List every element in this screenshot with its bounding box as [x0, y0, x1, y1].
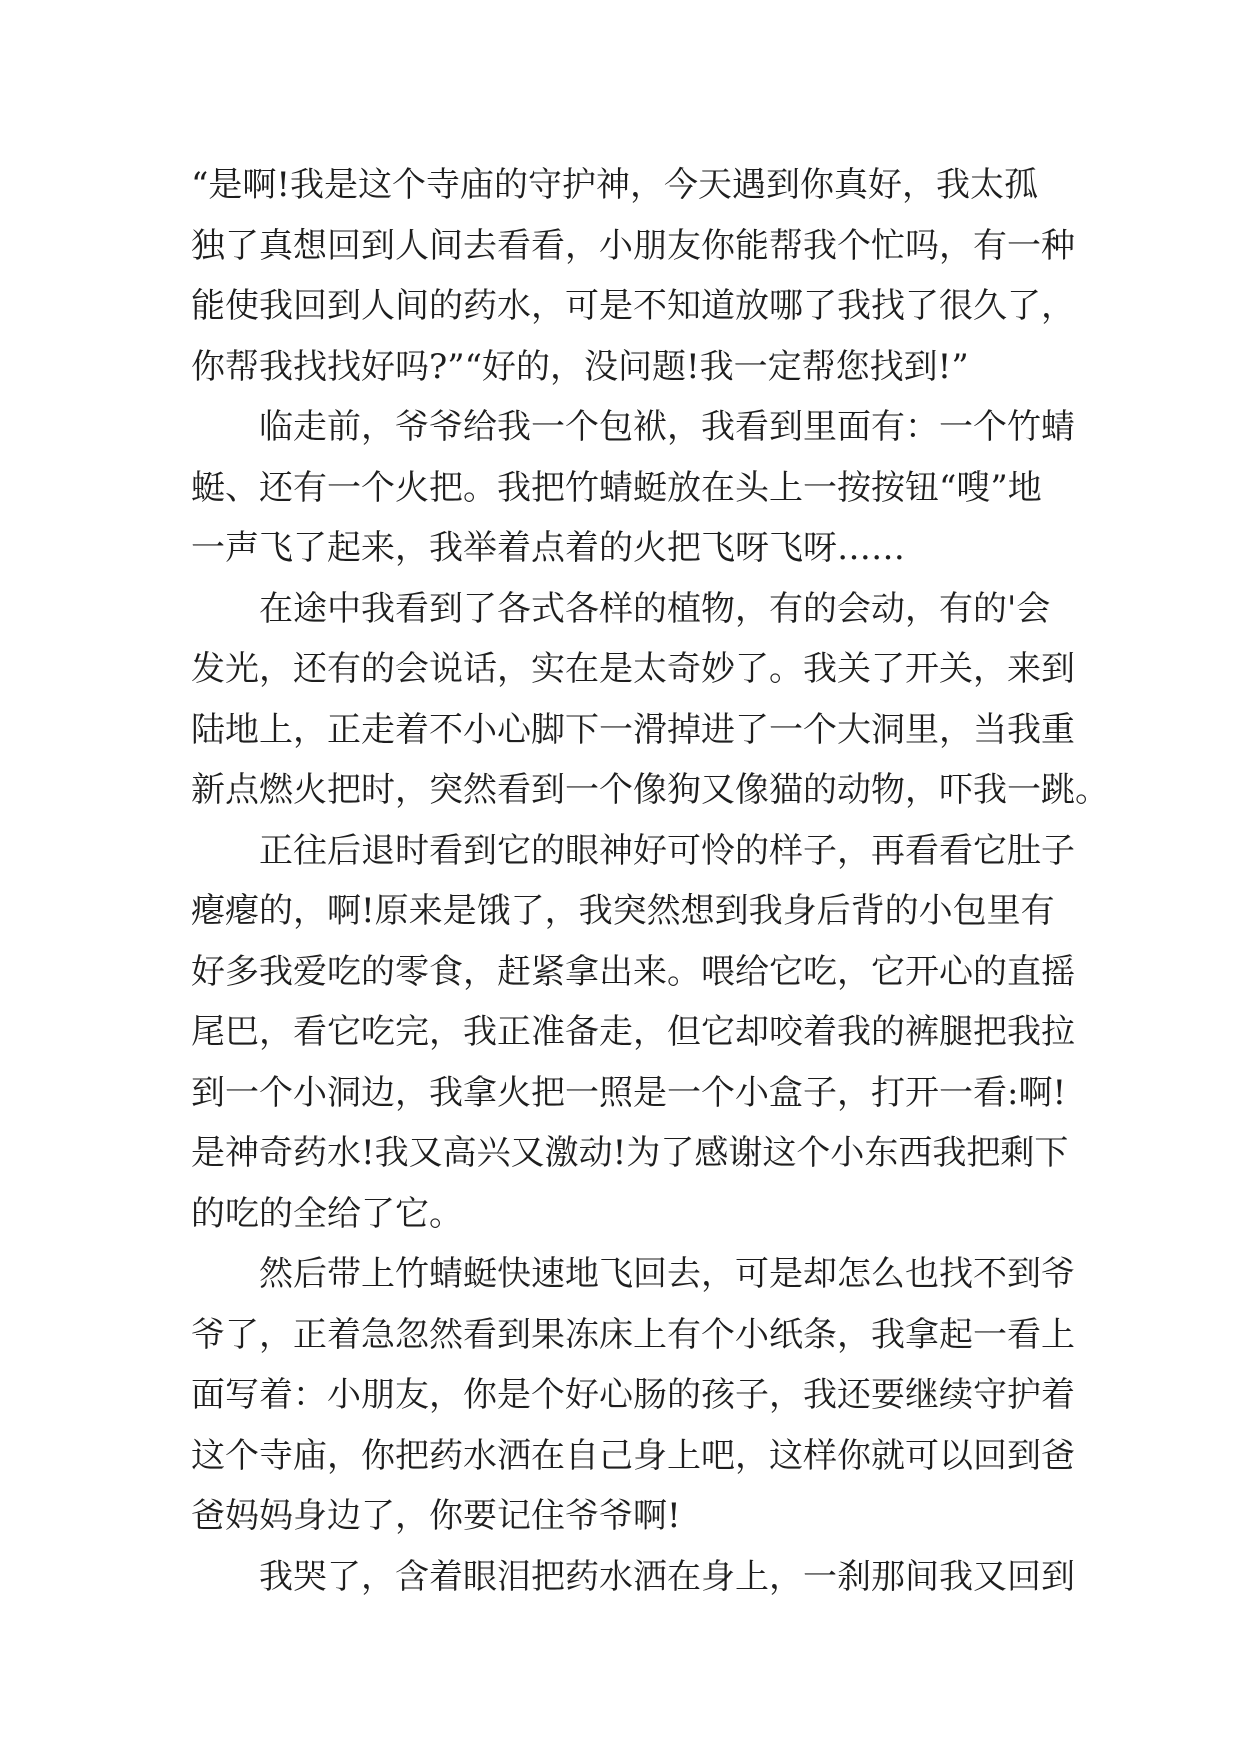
text-line: 一声飞了起来，我举着点着的火把飞呀飞呀……	[191, 528, 905, 568]
text-line: 尾巴，看它吃完，我正准备走，但它却咬着我的裤腿把我拉	[191, 1012, 1075, 1052]
text-line: 临走前，爷爷给我一个包袱，我看到里面有：一个竹蜻	[191, 407, 1075, 447]
text-line: “是啊!我是这个寺庙的守护神，今天遇到你真好，我太孤	[191, 165, 1039, 205]
text-line: 在途中我看到了各式各样的植物，有的会动，有的'会	[191, 588, 1051, 629]
text-line: 的吃的全给了它。	[191, 1193, 463, 1234]
text-line: 独了真想回到人间去看看，小朋友你能帮我个忙吗，有一种	[191, 225, 1075, 266]
text-line: 陆地上，正走着不小心脚下一滑掉进了一个大洞里，当我重	[191, 709, 1075, 750]
text-line: 能使我回到人间的药水，可是不知道放哪了我找了很久了，	[191, 286, 1075, 326]
story-text	[191, 155, 1109, 1607]
text-line: 然后带上竹蜻蜓快速地飞回去，可是却怎么也找不到爷	[191, 1254, 1075, 1294]
text-line: 这个寺庙，你把药水洒在自己身上吧，这样你就可以回到爸	[191, 1435, 1075, 1476]
text-line: 到一个小洞边，我拿火把一照是一个小盒子，打开一看:啊!	[191, 1072, 1067, 1113]
text-line: 面写着：小朋友，你是个好心肠的孩子，我还要继续守护着	[191, 1375, 1075, 1415]
text-line: 瘪瘪的，啊!原来是饿了，我突然想到我身后背的小包里有	[191, 891, 1055, 931]
text-line: 新点燃火把时，突然看到一个像狗又像猫的动物，吓我一跳。	[191, 770, 1109, 810]
text-line: 蜓、还有一个火把。我把竹蜻蜓放在头上一按按钮“嗖”地	[191, 467, 1042, 508]
text-line: 发光，还有的会说话，实在是太奇妙了。我关了开关，来到	[191, 649, 1075, 689]
text-line: 是神奇药水!我又高兴又激动!为了感谢这个小东西我把剩下	[191, 1133, 1069, 1173]
text-line: 好多我爱吃的零食，赶紧拿出来。喂给它吃，它开心的直摇	[191, 951, 1075, 992]
text-line: 你帮我找找好吗?”“好的，没问题!我一定帮您找到!”	[191, 346, 969, 387]
text-line: 爸妈妈身边了，你要记住爷爷啊!	[191, 1496, 681, 1536]
text-line: 我哭了，含着眼泪把药水洒在身上，一刹那间我又回到	[191, 1556, 1075, 1597]
text-line: 正往后退时看到它的眼神好可怜的样子，再看看它肚子	[191, 830, 1075, 871]
text-line: 爷了，正着急忽然看到果冻床上有个小纸条，我拿起一看上	[191, 1314, 1075, 1355]
